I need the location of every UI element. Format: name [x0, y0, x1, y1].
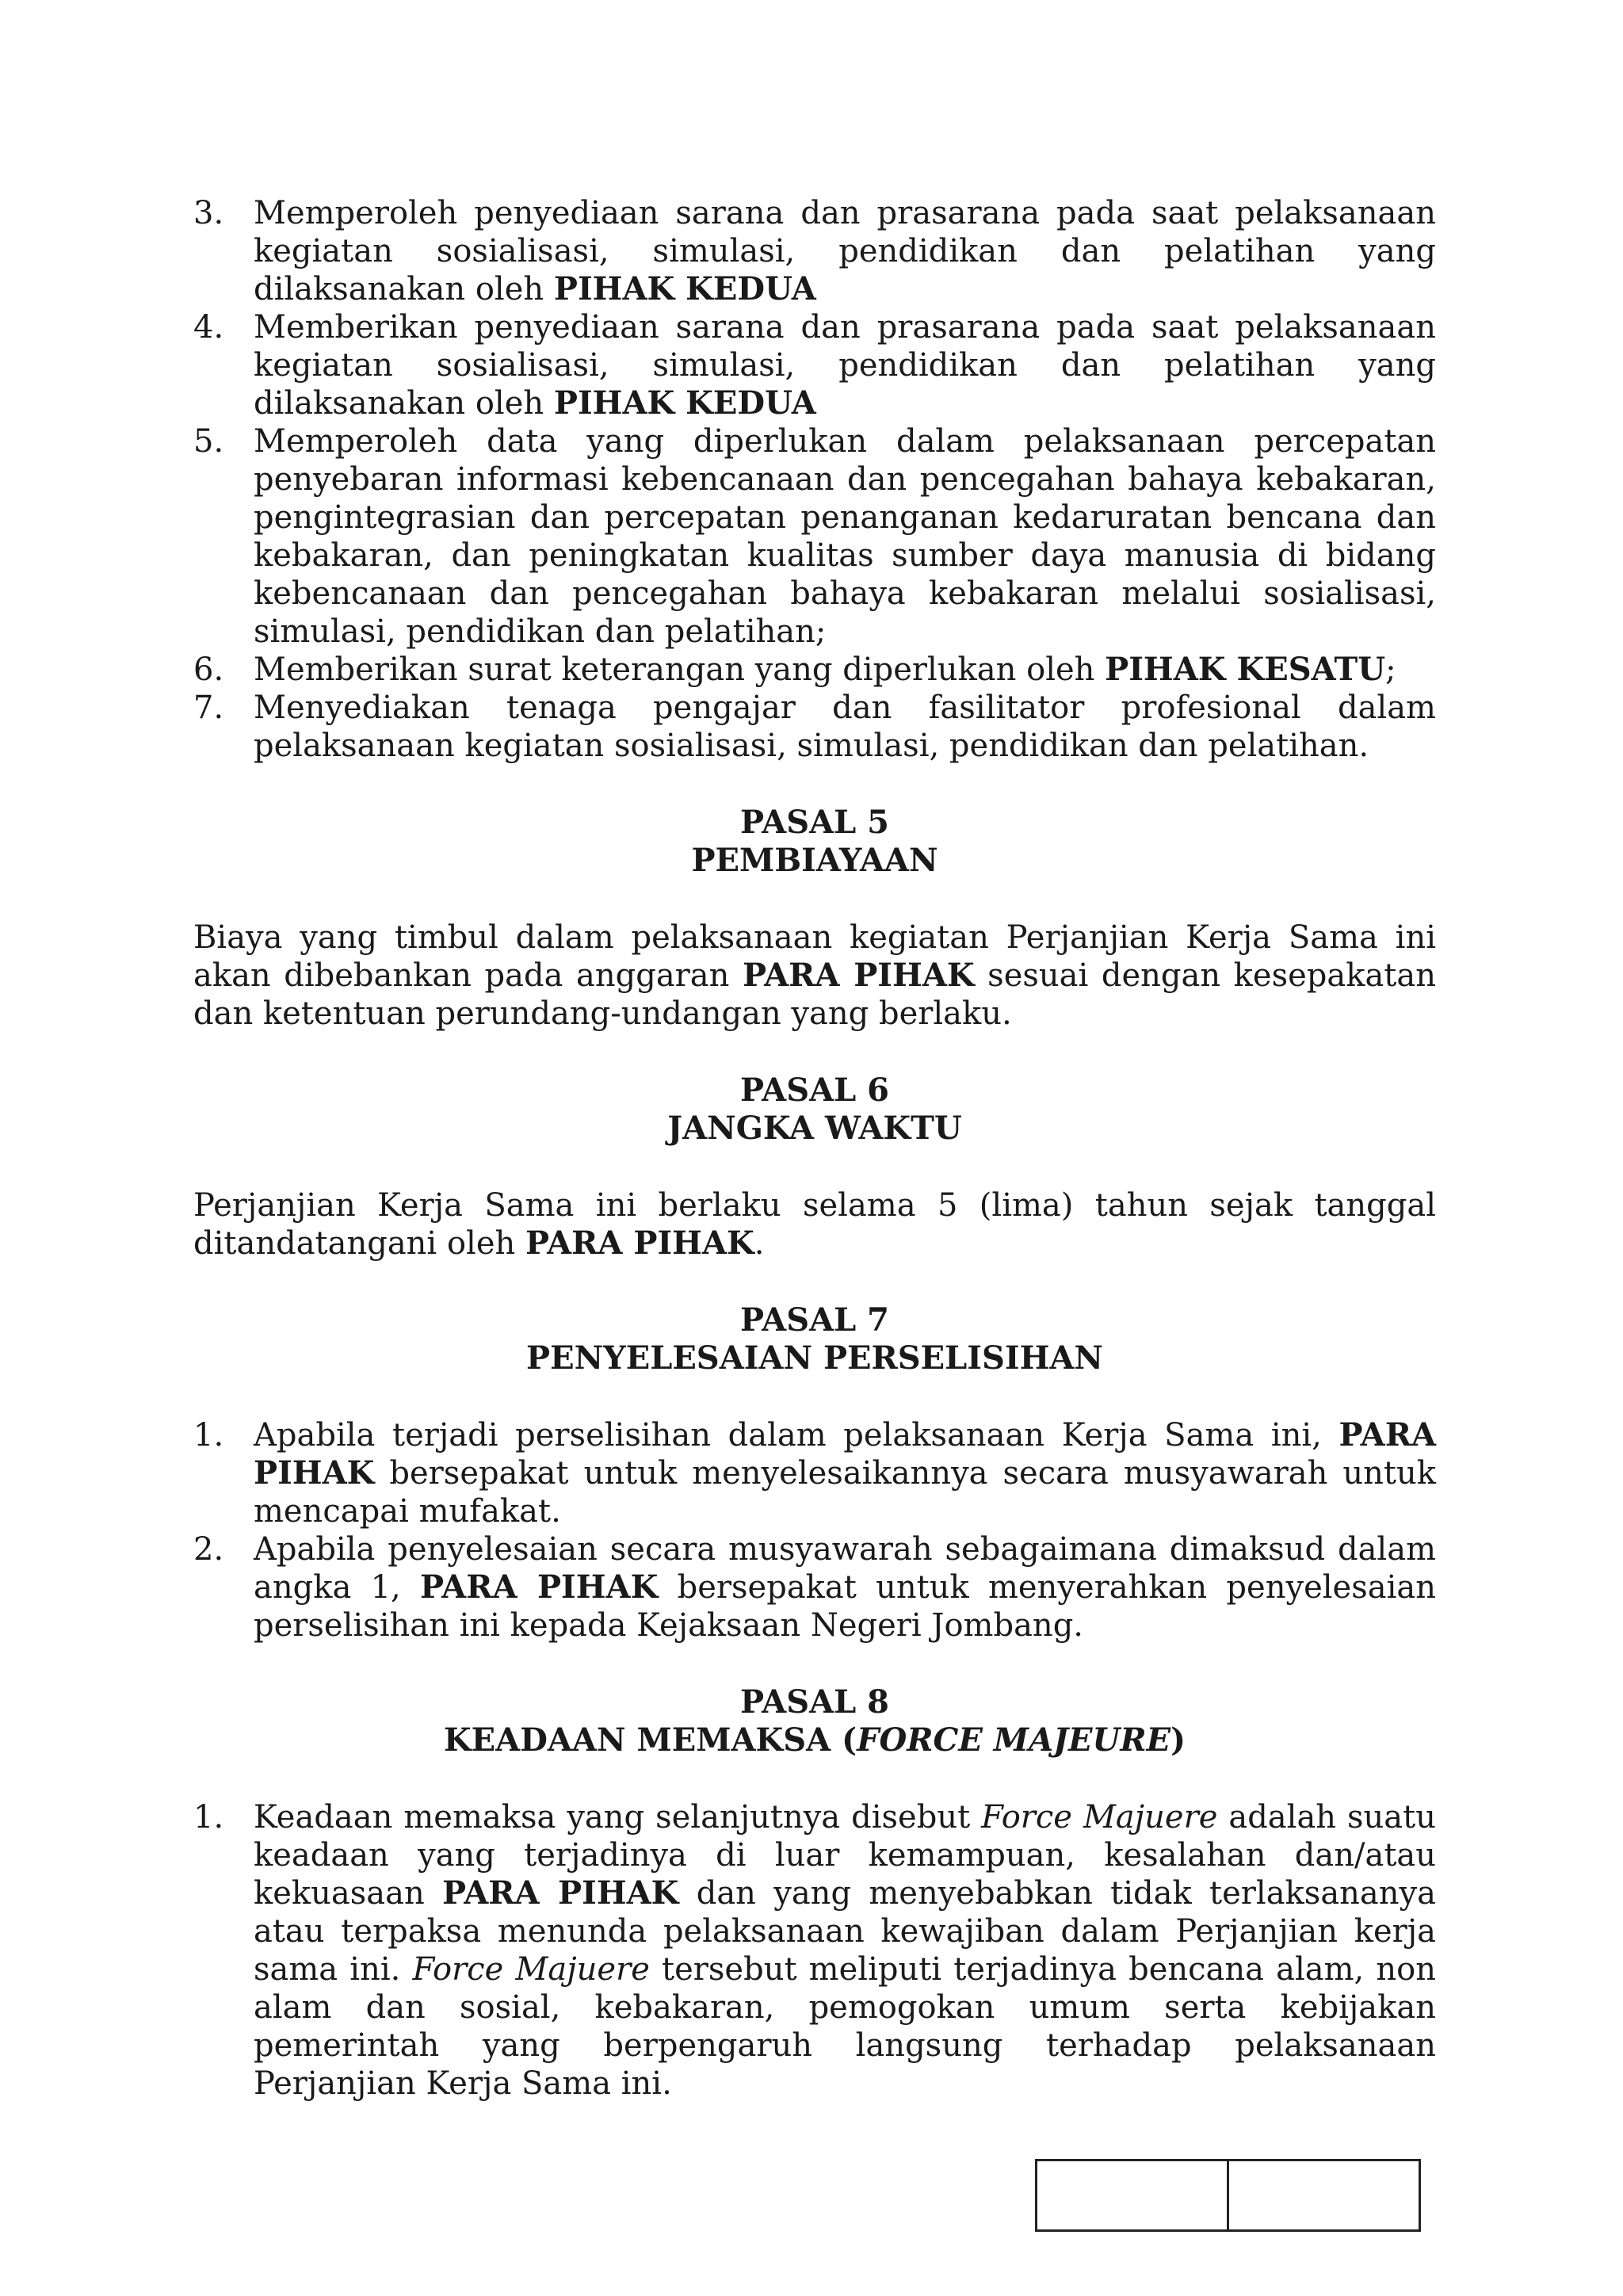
list-item-number: 6. [193, 651, 224, 688]
list-item-number: 4. [193, 309, 224, 346]
list-item-text [254, 1798, 1436, 2103]
text-run: ; [1385, 651, 1396, 688]
pasal-6-title: JANGKA WAKTU [667, 1110, 962, 1147]
text-run: bersepakat untuk menyelesaikannya secara musyawarah untuk mencapai mufakat. [254, 1455, 1436, 1530]
text-run: sesuai dengan kesepakatan dan ketentuan perundang-undangan yang berlaku. [193, 957, 1436, 1032]
list-item-text [254, 194, 1436, 308]
paraf-cell-right [1227, 2161, 1419, 2229]
text-run: Apabila terjadi perselisihan dalam pelaksanaan Kerja Sama ini, [254, 1417, 1339, 1454]
pasal-8-heading [193, 1683, 1436, 1759]
italic-term: Force Majuere [412, 1951, 650, 1988]
list-item-number: 3. [193, 195, 224, 231]
paraf-box [1035, 2159, 1421, 2232]
list-item-text [254, 1530, 1436, 1645]
list-item-text [254, 651, 1436, 689]
bold-term: PIHAK KEDUA [553, 270, 816, 308]
text-run: Memperoleh penyediaan sarana dan prasarana pada saat pelaksanaan kegiatan sosialisasi, simulasi, pendidikan dan pelatihan yang dilaksanakan oleh [254, 195, 1436, 308]
list-item-number: 5. [193, 423, 224, 460]
text-run: Biaya yang timbul dalam pelaksanaan kegiatan Perjanjian Kerja Sama ini akan dibebankan pada anggaran [193, 919, 1436, 994]
obligations-list [193, 194, 1436, 765]
bold-term: PARA PIHAK [442, 1874, 679, 1912]
pasal-6-heading [193, 1072, 1436, 1148]
text-run: Menyediakan tenaga pengajar dan fasilitator profesional dalam pelaksanaan kegiatan sosialisasi, simulasi, pendidikan dan pelatihan. [254, 690, 1436, 764]
pasal-6-number: PASAL 6 [739, 1072, 889, 1109]
list-item-text [254, 1416, 1436, 1530]
list-item [193, 1416, 1436, 1530]
text-run: Memberikan surat keterangan yang diperlukan oleh [254, 651, 1106, 688]
list-item-number: 2. [193, 1531, 224, 1568]
pasal-5-heading [193, 804, 1436, 880]
list-item-number: 1. [193, 1799, 224, 1836]
text-run: KEADAAN MEMAKSA ( [443, 1721, 857, 1759]
bold-term: PIHAK KEDUA [553, 384, 816, 422]
pasal-5-number: PASAL 5 [739, 804, 889, 841]
bold-term: PARA PIHAK [525, 1224, 754, 1262]
list-item [193, 1530, 1436, 1645]
pasal-6-paragraph [193, 1186, 1436, 1263]
italic-term: FORCE MAJEURE [857, 1721, 1171, 1759]
text-run: bersepakat untuk menyerahkan penyelesaian perselisihan ini kepada Kejaksaan Negeri Jombang. [254, 1569, 1436, 1644]
list-item-text [254, 689, 1436, 765]
list-item-text [254, 308, 1436, 422]
list-item [193, 689, 1436, 765]
text-run: Keadaan memaksa yang selanjutnya disebut [254, 1799, 982, 1836]
text-run: ) [1170, 1721, 1186, 1759]
pasal-5-paragraph [193, 919, 1436, 1033]
text-run: . [754, 1225, 765, 1262]
list-item-number: 7. [193, 690, 224, 726]
text-run: Perjanjian Kerja Sama ini berlaku selama 5 (lima) tahun sejak tanggal ditandatangani oleh [193, 1187, 1436, 1262]
text-run: adalah suatu keadaan yang terjadinya di luar kemampuan, kesalahan dan/atau kekuasaan [254, 1799, 1436, 1912]
force-majeure-list [193, 1798, 1436, 2103]
text-run: Memberikan penyediaan sarana dan prasarana pada saat pelaksanaan kegiatan sosialisasi, simulasi, pendidikan dan pelatihan yang dilaksanakan oleh [254, 309, 1436, 422]
pasal-8-title [193, 1721, 1436, 1759]
document-page [193, 194, 1436, 2103]
list-item [193, 194, 1436, 308]
bold-term: PARA PIHAK [742, 957, 975, 994]
text-run: Memperoleh data yang diperlukan dalam pelaksanaan percepatan penyebaran informasi kebencanaan dan pencegahan bahaya kebakaran, pengintegrasian dan percepatan penanganan kedaruratan bencana dan kebakaran, dan peningkatan kualitas sumber daya manusia di bidang kebencanaan dan pencegahan bahaya kebakaran melalui sosialisasi, simulasi, pendidikan dan pelatihan; [254, 423, 1436, 650]
bold-term: PARA PIHAK [254, 1416, 1436, 1492]
pasal-7-title: PENYELESAIAN PERSELISIHAN [526, 1339, 1103, 1377]
list-item [193, 308, 1436, 422]
list-item-number: 1. [193, 1417, 224, 1454]
dispute-resolution-list [193, 1416, 1436, 1645]
paraf-cell-left [1037, 2161, 1227, 2229]
bold-term: PIHAK KESATU [1105, 651, 1386, 688]
text-run: Apabila penyelesaian secara musyawarah sebagaimana dimaksud dalam angka 1, [254, 1531, 1436, 1606]
pasal-7-heading [193, 1301, 1436, 1377]
italic-term: Force Majuere [981, 1799, 1218, 1836]
list-item [193, 651, 1436, 689]
list-item [193, 422, 1436, 651]
text-run: tersebut meliputi terjadinya bencana alam, non alam dan sosial, kebakaran, pemogokan umum serta kebijakan pemerintah yang berpengaruh langsung terhadap pelaksanaan Perjanjian Kerja Sama ini. [254, 1951, 1436, 2102]
bold-term: PARA PIHAK [420, 1568, 659, 1606]
list-item-text [254, 422, 1436, 651]
pasal-7-number: PASAL 7 [739, 1301, 889, 1339]
text-run: dan yang menyebabkan tidak terlaksananya atau terpaksa menunda pelaksanaan kewajiban dalam Perjanjian kerja sama ini. [254, 1875, 1436, 1988]
pasal-5-title: PEMBIAYAAN [691, 842, 938, 879]
pasal-8-number: PASAL 8 [739, 1683, 889, 1721]
list-item [193, 1798, 1436, 2103]
